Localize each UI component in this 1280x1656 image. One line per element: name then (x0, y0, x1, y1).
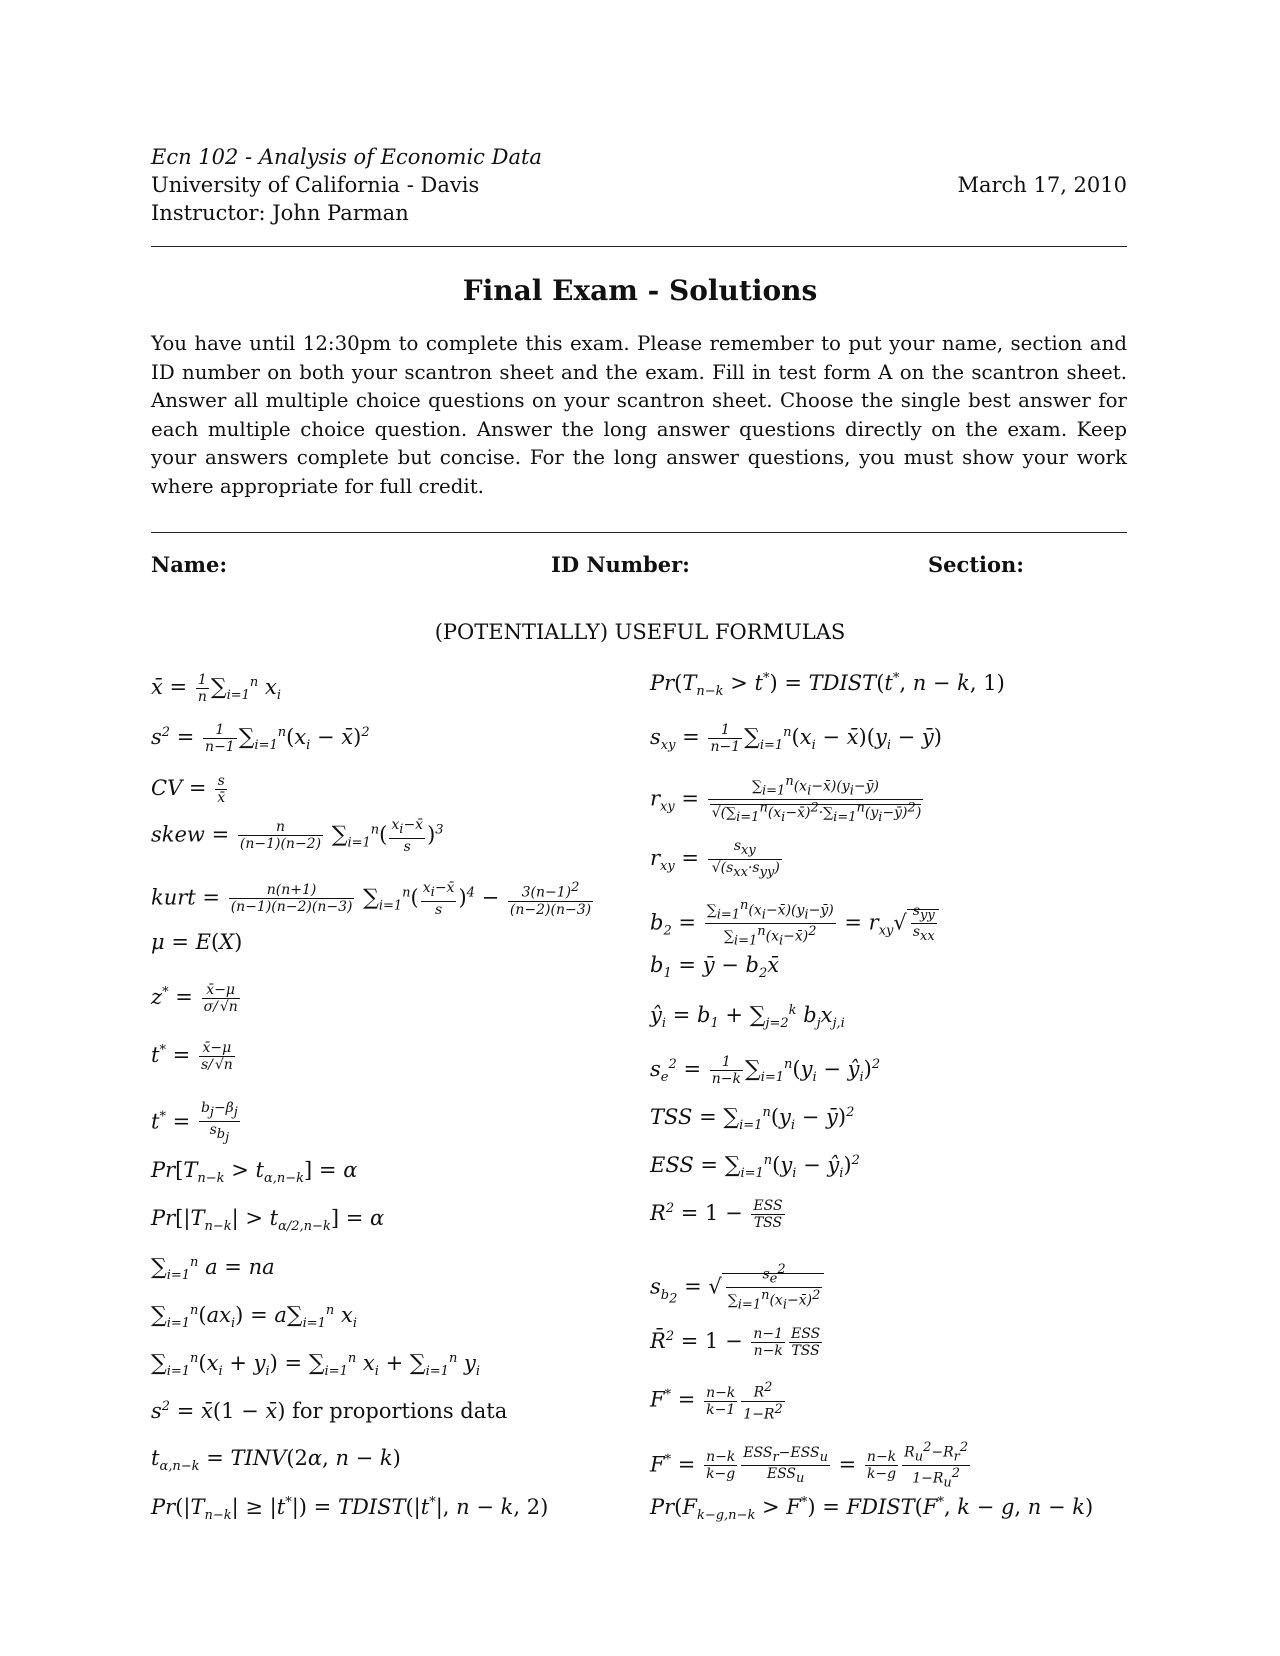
formula-t-stat-coef: t* = $\frac{b_j-\beta_j}{s_{b_j}}$ (151, 1100, 238, 1146)
header-divider (151, 246, 1127, 247)
formula-skew: skew = $\frac{n}{(n-1)(n-2)}$ $\sum_{i=1}^n$( $\frac{x_i-x̄}{s}$ )$^3$ (151, 817, 444, 855)
name-field-label: Name: (151, 552, 228, 577)
formula-variance: $s^2$ = $\frac{1}{n-1}$ $\sum_{i=1}^n(x_i$ − x̄)$^2$ (151, 722, 370, 755)
formulas-heading: (POTENTIALLY) USEFUL FORMULAS (434, 620, 846, 644)
formula-sum-scaled: $\sum_{i=1}^n(ax_i) = a\sum_{i=1}^n$ $x_i$ (151, 1303, 357, 1332)
exam-title: Final Exam - Solutions (462, 274, 818, 307)
formula-residual-variance: $s_e^2$ = $\frac{1}{n-k}$ $\sum_{i=1}^n(y_i$ − $ŷ_i)^2$ (650, 1054, 881, 1087)
formula-f-restricted: F* = $\frac{n-k}{k-g}$ $\frac{ESS_r-ESS_u}{ESS_u}$ = $\frac{n-k}{k-g}$ $\frac{R_u^2-R_r^2}{1-R_u^2}$ (650, 1440, 969, 1491)
instructions-paragraph: You have until 12:30pm to complete this exam. Please remember to put your name, section and ID number on both your scantron sheet and the exam. Fill in test form A on the scantron sheet. Answer all multiple choice questions on your scantron sheet. Choose the single best answer for each multiple choice question. Answer the long answer questions directly on the exam. Keep your answers complete but concise. For the long answer questions, you must show your work where appropriate for full credit. (151, 332, 1127, 498)
formula-fdist: $Pr(F_{k-g,n-k} > F^*)$ = FDIST(F*, k − g, n − k) (650, 1495, 1094, 1524)
id-number-field-label: ID Number: (551, 552, 690, 577)
formula-tinv: $t_{\alpha,n-k}$ = TINV(2α, n − k) (151, 1446, 401, 1475)
formula-slope: $b_2$ = $\frac{\sum_{i=1}^n(x_i-x̄)(y_i-ȳ)}{\sum_{i=1}^n(x_i-x̄)^2}$ = $r_{xy}√$ $\frac{s_{yy}}{s_{xx}}$ (650, 898, 939, 950)
formula-intercept: $b_1$ = ȳ − $b_2x̄$ (650, 953, 780, 982)
formula-r-squared: $R^2 = 1$ − $\frac{\text{ESS}}{\text{TSS}}$ (650, 1198, 783, 1231)
formula-tdist-one: $Pr(T_{n-k} > t^*)$ = TDIST(t*, n − k, 1) (650, 671, 1005, 700)
formula-correlation: $r_{xy}$ = $\frac{\sum_{i=1}^n(x_i-x̄)(y_i-ȳ)}{√(\sum_{i=1}^n(x_i-x̄)^2\cdot\sum_{i=1}^n(y_i-ȳ)^2)}$ (650, 774, 922, 825)
formula-sum-additive: $\sum_{i=1}^n(x_i + y_i) = \sum_{i=1}^n$ $x_i + \sum_{i=1}^n$ $y_i$ (151, 1351, 481, 1380)
formula-t-stat: t* = $\frac{x̄-\mu}{s/ √n}$ (151, 1040, 233, 1073)
formula-kurtosis: kurt = $\frac{n(n+1)}{(n-1)(n-2)(n-3)}$ $\sum_{i=1}^n$( $\frac{x_i-x̄}{s}$ )$^4$ − $\frac{3(n-1)^2}{(n-2)(n-3)}$ (151, 880, 592, 918)
proportions-note: for proportions data (292, 1399, 508, 1423)
formula-cv: CV = $\frac{s}{x̄}$ (151, 773, 226, 806)
formula-expected-value: μ = E(X) (151, 930, 243, 954)
formula-ess: ESS = $\sum_{i=1}^n(y_i$ − $ŷ_i)^2$ (650, 1153, 860, 1182)
university: University of California - Davis (151, 173, 480, 197)
formula-sum-constant: $\sum_{i=1}^n$ a = na (151, 1255, 275, 1284)
exam-date: March 17, 2010 (957, 173, 1127, 197)
course-name: Ecn 102 - Analysis of Economic Data (151, 145, 542, 169)
course-header (151, 143, 542, 227)
formula-slope-se: $s_{b_2}$ = √ $\frac{s_e^2}{\sum_{i=1}^n(x_i-x̄)^2}$ (650, 1262, 824, 1314)
instructor: Instructor: John Parman (151, 201, 409, 225)
formula-proportion-variance: $s^2$ = x̄(1 − x̄) for proportions data (151, 1399, 508, 1423)
formula-z-stat: z* = $\frac{x̄-\mu}{\sigma/ √n}$ (151, 982, 238, 1015)
section-field-label: Section: (928, 552, 1025, 577)
formula-correlation-alt: $r_{xy}$ = $\frac{s_{xy}}{√(s_{xx}\cdot s_{yy})}$ (650, 838, 780, 880)
formula-adjusted-r-squared: R̄$^2$ = 1 − $\frac{n-1}{n-k}$ $\frac{\text{ESS}}{\text{TSS}}$ (650, 1326, 821, 1359)
formula-f-overall: F* = $\frac{n-k}{k-1}$ $\frac{R^2}{1-R^2}$ (650, 1380, 783, 1423)
instructions-divider (151, 532, 1127, 533)
formula-tss: TSS = $\sum_{i=1}^n(y_i$ − ȳ)$^2$ (650, 1105, 855, 1134)
formula-covariance: $s_{xy}$ = $\frac{1}{n-1}$ $\sum_{i=1}^n(x_i$ − $x̄)(y_i$ − ȳ) (650, 722, 942, 755)
formula-one-tail: $Pr[T_{n-k} > t_{\alpha,n-k}] = \alpha$ (151, 1158, 358, 1187)
formula-two-tail: $Pr[|T_{n-k}| > t_{\alpha/2,n-k}] = \alpha$ (151, 1206, 385, 1235)
formula-tdist-two: $Pr(|T_{n-k}| \ge |t^*|)$ = TDIST(|t*|, n − k, 2) (151, 1495, 549, 1524)
formula-mean: x̄ = $\frac{1}{n}$ $\sum_{i=1}^n$ $x_i$ (151, 672, 281, 705)
formula-fitted: $ŷ_i = b_1 + \sum_{j=2}^k$ $b_jx_{j,i}$ (650, 1003, 845, 1032)
